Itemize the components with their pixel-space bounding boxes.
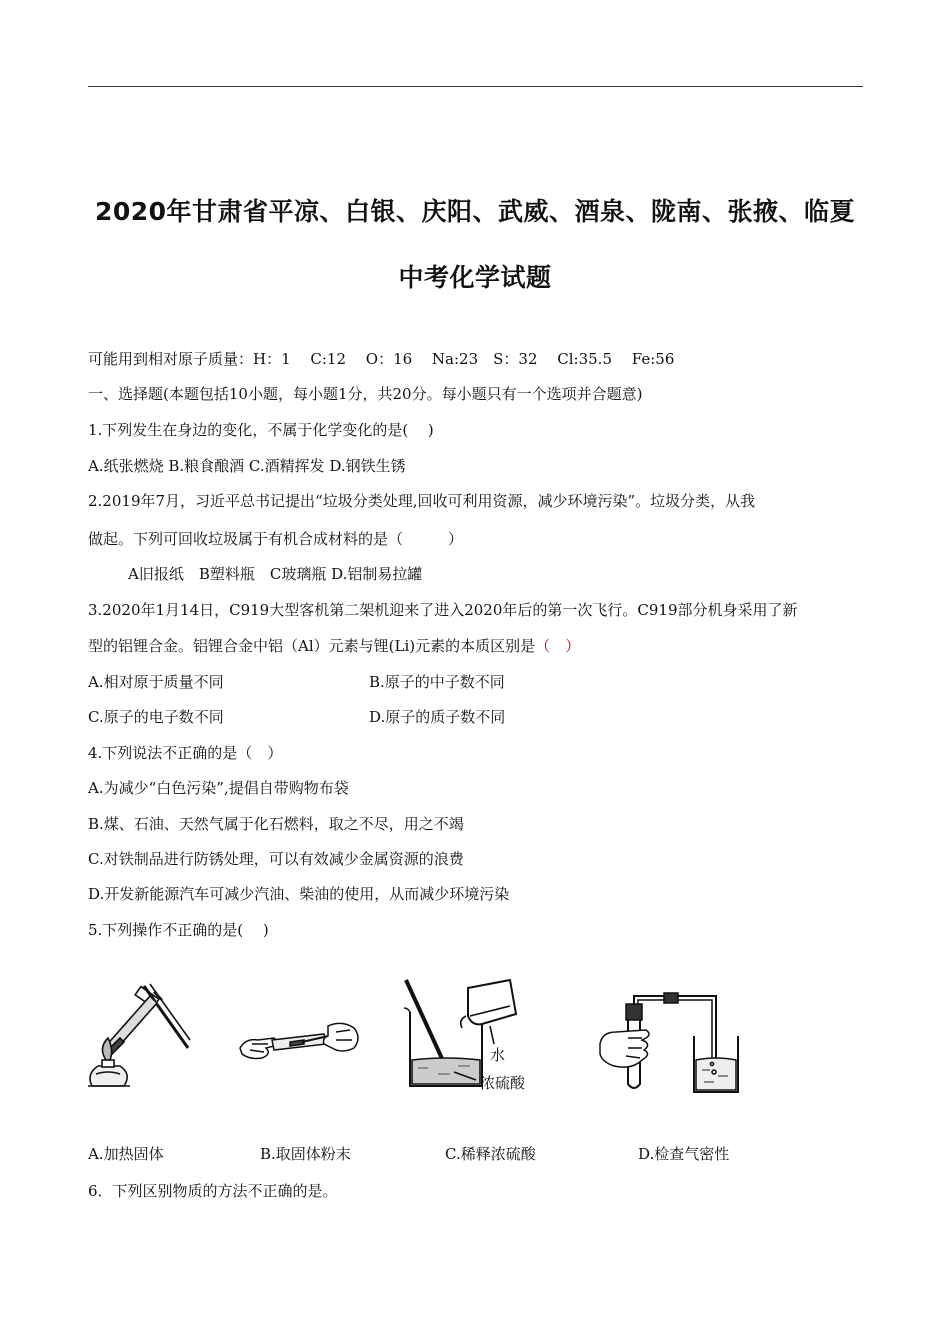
q5-stem: 5.下列操作不正确的是( ) (88, 921, 269, 939)
page-title-line2: 中考化学试题 (398, 263, 552, 292)
atomic-mass-line: 可能用到相对原子质量：H：1 C:12 O：16 Na:23 S：32 Cl:35.5 Fe:56 (88, 350, 675, 368)
figure-take-powder (238, 1018, 362, 1068)
q4-option-d: D.开发新能源汽车可减少汽油、柴油的使用，从而减少环境污染 (88, 885, 510, 903)
q2-stem-line2: 做起。下列可回收垃圾属于有机合成材料的是（ ） (88, 530, 464, 548)
q3-stem-line2: 型的铝锂合金。铝锂合金中铝（Al）元素与锂(Li)元素的本质区别是（ ） (88, 637, 581, 655)
q1-options: A.纸张燃烧 B.粮食酿酒 C.酒精挥发 D.钢铁生锈 (88, 457, 406, 475)
q2-stem-line1: 2.2019年7月，习近平总书记提出“垃圾分类处理,回收可利用资源，减少环境污染”。垃圾分类，从我 (88, 492, 756, 510)
figure-c-label-acid: 浓硫酸 (480, 1074, 526, 1092)
q3-stem-line1: 3.2020年1月14日，C919大型客机第二架机迎来了进入2020年后的第一次飞行。C919部分机身采用了新 (88, 601, 798, 619)
q6-stem: 6．下列区别物质的方法不正确的是。 (88, 1182, 338, 1200)
q5-option-d: D.检查气密性 (638, 1145, 730, 1163)
figure-c-label-water: 水 (490, 1046, 506, 1064)
q2-options: A旧报纸 B塑料瓶 C玻璃瓶 D.铝制易拉罐 (128, 565, 423, 583)
q4-option-b: B.煤、石油、天然气属于化石燃料，取之不尽，用之不竭 (88, 815, 464, 833)
q3-option-b: B.原子的中子数不同 (369, 673, 505, 691)
q5-option-b: B.取固体粉末 (260, 1145, 351, 1163)
q5-option-a: A.加热固体 (88, 1145, 164, 1163)
q3-option-a: A.相对原于质量不同 (88, 673, 224, 691)
header-rule (88, 86, 863, 87)
q4-stem: 4.下列说法不正确的是（ ） (88, 744, 283, 762)
q4-option-c: C.对铁制品进行防锈处理，可以有效减少金属资源的浪费 (88, 850, 464, 868)
q5-option-c: C.稀释浓硫酸 (445, 1145, 536, 1163)
figure-heating-solid (84, 978, 196, 1090)
q3-option-d: D.原子的质子数不同 (369, 708, 506, 726)
page-title-line1: 2020年甘肃省平凉、白银、庆阳、武威、酒泉、陇南、张掖、临夏 (94, 197, 856, 226)
figure-check-airtight (598, 990, 744, 1096)
q3-option-c: C.原子的电子数不同 (88, 708, 224, 726)
q4-option-a: A.为减少“白色污染”,提倡自带购物布袋 (88, 779, 349, 797)
q3-blank: （ ） (535, 637, 581, 655)
section-heading: 一、选择题(本题包括10小题，每小题1分，共20分。每小题只有一个选项并合题意) (88, 385, 643, 403)
q1-stem: 1.下列发生在身边的变化，不属于化学变化的是( ) (88, 421, 434, 439)
